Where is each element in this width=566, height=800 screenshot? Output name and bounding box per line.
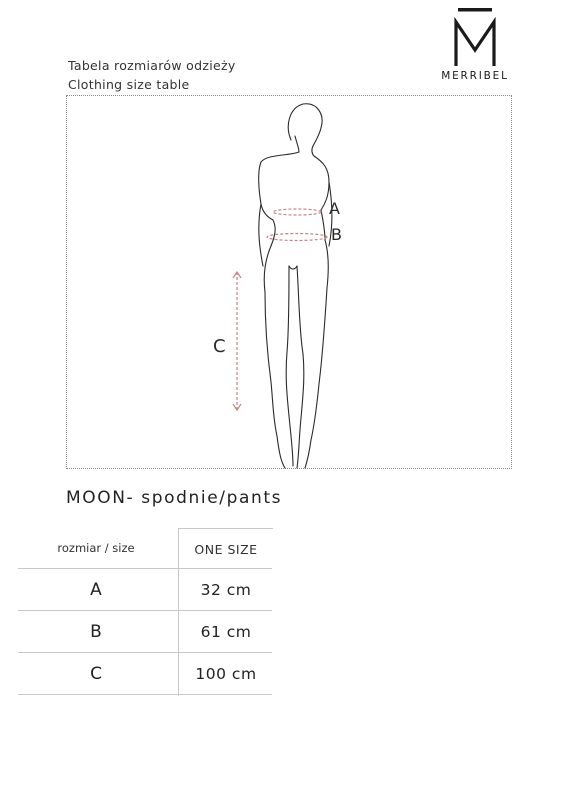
row-label: C: [90, 663, 102, 684]
size-header-label: rozmiar / size: [57, 541, 135, 555]
row-label: A: [90, 579, 102, 600]
table-divider-tail: [178, 692, 179, 696]
measure-b-line: [267, 234, 327, 241]
table-row: [18, 653, 272, 695]
label-b: B: [331, 225, 342, 244]
label-c: C: [213, 336, 226, 357]
logo-brand-name: MERRIBEL: [441, 70, 509, 82]
table-row: [18, 611, 272, 653]
product-name: MOON- spodnie/pants: [66, 488, 283, 508]
row-value: 32 cm: [178, 569, 273, 610]
title-english: Clothing size table: [68, 77, 190, 92]
measure-a-line: [273, 209, 321, 215]
size-header-one-size: ONE SIZE: [178, 528, 273, 569]
measure-c-arrow: [233, 272, 241, 410]
body-silhouette-illustration: [67, 96, 513, 470]
size-figure-frame: [66, 95, 512, 469]
row-value: 61 cm: [178, 611, 273, 652]
size-table-header-row: [18, 528, 272, 569]
label-a: A: [329, 199, 340, 218]
logo-mark-icon: [436, 6, 514, 70]
row-value: 100 cm: [178, 653, 273, 694]
row-label: B: [90, 621, 102, 642]
title-polish: Tabela rozmiarów odzieży: [68, 58, 236, 73]
merribel-logo: [436, 6, 514, 84]
size-table: [18, 528, 272, 695]
table-row: [18, 569, 272, 611]
